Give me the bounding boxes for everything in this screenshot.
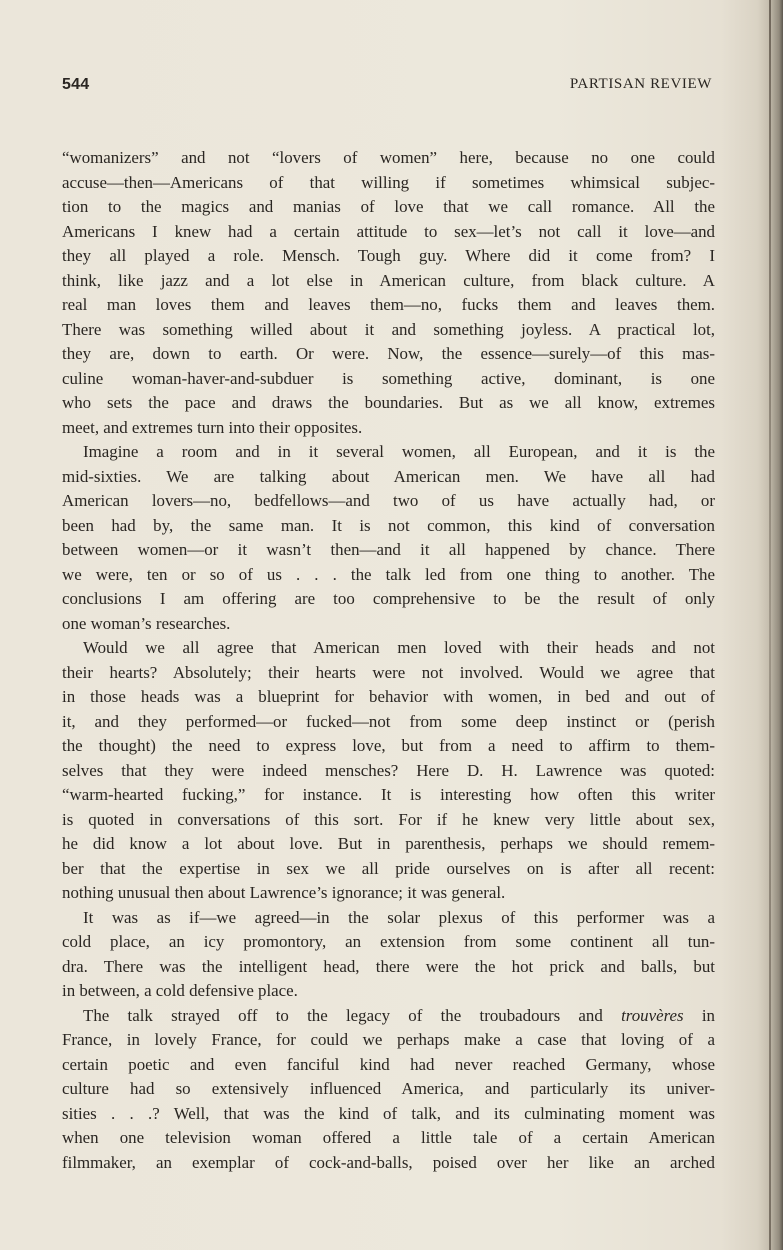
text-line: he did know a lot about love. But in parenthesis, perhaps we should remem- bbox=[62, 834, 715, 853]
text-line: think, like jazz and a lot else in American culture, from black culture. A bbox=[62, 270, 715, 290]
page-edge-line bbox=[769, 0, 771, 1250]
running-head: PARTISAN REVIEW bbox=[569, 76, 712, 92]
text-line: they are, down to earth. Or were. Now, the essence—surely—of this mas- bbox=[62, 344, 715, 363]
text-line: sities . . .? Well, that was the kind of talk, and its culminating moment was bbox=[62, 1103, 715, 1123]
text-line: Imagine a room and in it several women, all European, and it is the bbox=[83, 442, 715, 461]
text-line: it, and they performed—or fucked—not from some deep instinct or (perish bbox=[62, 711, 715, 731]
text-line: filmmaker, an exemplar of cock-and-balls, poised over her like an arched bbox=[62, 1152, 715, 1172]
text-line: we were, ten or so of us . . . the talk led from one thing to another. The bbox=[62, 564, 715, 584]
text-line: There was something willed about it and something joyless. A practical lot, bbox=[62, 319, 715, 339]
text-line: they all played a role. Mensch. Tough guy. Where did it come from? I bbox=[62, 246, 715, 265]
text-line: cold place, an icy promontory, an extension from some continent all tun- bbox=[62, 932, 715, 951]
text-line: dra. There was the intelligent head, there were the hot prick and balls, but bbox=[62, 956, 715, 976]
text-line: American lovers—no, bedfellows—and two of us have actually had, or bbox=[62, 491, 715, 510]
text-line: culture had so extensively influenced America, and particularly its univer- bbox=[62, 1079, 715, 1098]
text-line: in between, a cold defensive place. bbox=[62, 981, 298, 1000]
text-line: “womanizers” and not “lovers of women” here, because no one could bbox=[62, 148, 715, 167]
text-line: who sets the pace and draws the boundaries. But as we all know, extremes bbox=[62, 393, 715, 412]
text-line: is quoted in conversations of this sort. For if he knew very little about sex, bbox=[62, 809, 715, 829]
text-line: Would we all agree that American men loved with their heads and not bbox=[83, 638, 715, 657]
page-number: 544 bbox=[62, 76, 90, 93]
text-line: their hearts? Absolutely; their hearts were not involved. Would we agree that bbox=[62, 662, 715, 682]
text-line: The talk strayed off to the legacy of the troubadours and trouvères in bbox=[83, 1005, 715, 1025]
text-line: the thought) the need to express love, but from a need to affirm to them- bbox=[62, 736, 715, 755]
text-line: accuse—then—Americans of that willing if sometimes whimsical subjec- bbox=[62, 172, 715, 192]
text-line: certain poetic and even fanciful kind had never reached Germany, whose bbox=[62, 1054, 715, 1074]
text-line: in those heads was a blueprint for behavior with women, in bed and out of bbox=[62, 687, 715, 706]
text-line: between women—or it wasn’t then—and it all happened by chance. There bbox=[62, 540, 715, 559]
text-line: conclusions I am offering are too comprehensive to be the result of only bbox=[62, 589, 715, 608]
text-line: been had by, the same man. It is not common, this kind of conversation bbox=[62, 515, 715, 535]
text-line: when one television woman offered a little tale of a certain American bbox=[62, 1128, 715, 1147]
text-line: It was as if—we agreed—in the solar plexus of this performer was a bbox=[83, 907, 715, 927]
text-line: one woman’s researches. bbox=[62, 613, 231, 633]
text-line: ber that the expertise in sex we all pride ourselves on is after all recent: bbox=[62, 858, 715, 878]
text-line: France, in lovely France, for could we perhaps make a case that loving of a bbox=[62, 1030, 715, 1049]
text-line: selves that they were indeed mensches? Here D. H. Lawrence was quoted: bbox=[62, 760, 715, 780]
text-line: Americans I knew had a certain attitude to sex—let’s not call it love—and bbox=[62, 221, 715, 241]
text-line: tion to the magics and manias of love that we call romance. All the bbox=[62, 197, 715, 216]
text-line: “warm-hearted fucking,” for instance. It is interesting how often this writer bbox=[62, 785, 715, 804]
page-header bbox=[62, 76, 712, 100]
text-line: real man loves them and leaves them—no, fucks them and leaves them. bbox=[62, 295, 715, 314]
text-line: mid-sixties. We are talking about American men. We have all had bbox=[62, 466, 715, 486]
text-line: meet, and extremes turn into their opposites. bbox=[62, 417, 363, 437]
text-line: culine woman-haver-and-subduer is something active, dominant, is one bbox=[62, 368, 715, 388]
text-line: nothing unusual then about Lawrence’s ignorance; it was general. bbox=[62, 883, 506, 902]
body-text bbox=[62, 146, 715, 1175]
